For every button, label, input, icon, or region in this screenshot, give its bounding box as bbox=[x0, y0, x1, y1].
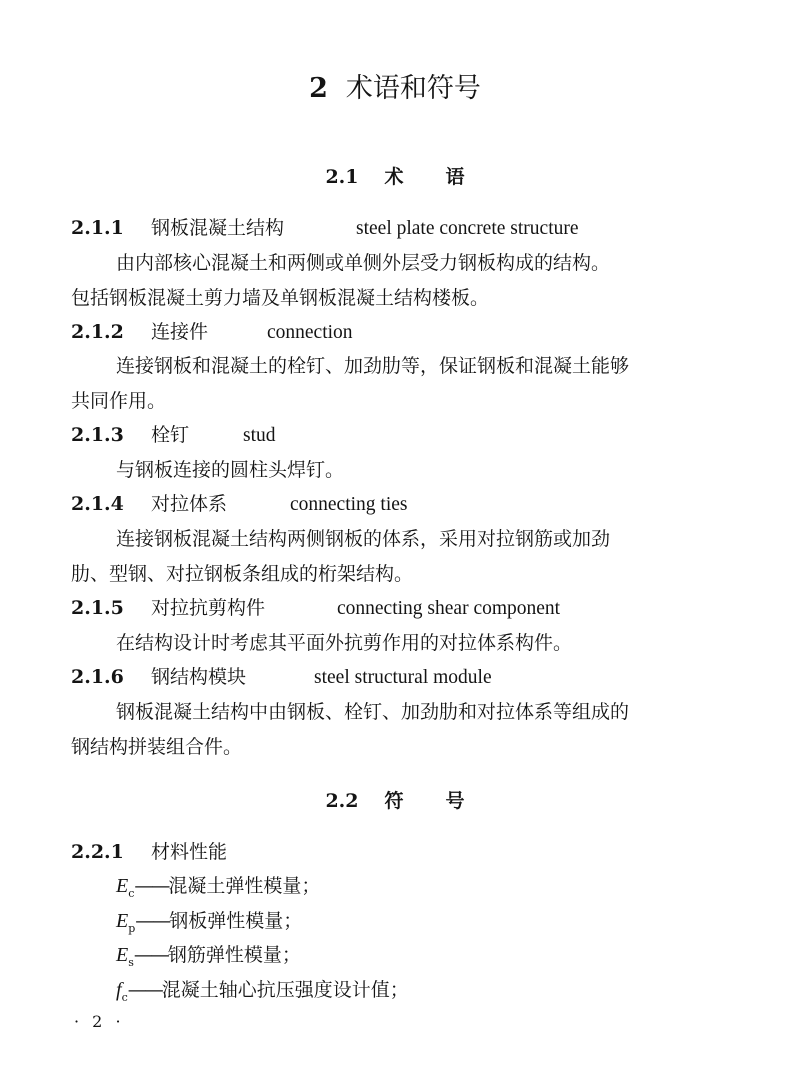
section-heading-terms bbox=[0, 162, 790, 189]
term-definition: 钢板混凝土结构中由钢板、栓钉、加劲肋和对拉体系等组成的 bbox=[116, 701, 630, 723]
symbol-subscript: c bbox=[128, 886, 135, 900]
symbol-variable: E bbox=[116, 910, 129, 932]
term-number: 2.1.2 bbox=[71, 321, 124, 343]
term-name-en: connecting ties bbox=[290, 494, 408, 515]
term-heading bbox=[71, 489, 408, 516]
term-name-zh: 钢板混凝土结构 bbox=[151, 217, 285, 239]
section-number: 2.2 bbox=[325, 790, 359, 812]
subsection-title: 材料性能 bbox=[151, 841, 228, 863]
symbol-entry bbox=[116, 975, 409, 1004]
section-number: 2.1 bbox=[325, 166, 359, 188]
term-definition: 连接钢板和混凝土的栓钉、加劲肋等，保证钢板和混凝土能够 bbox=[116, 355, 630, 377]
term-definition: 与钢板连接的圆柱头焊钉。 bbox=[116, 459, 345, 481]
symbol-entry bbox=[116, 871, 320, 900]
term-definition: 共同作用。 bbox=[71, 390, 167, 412]
section-title-char: 术 bbox=[384, 166, 404, 188]
section-title-char: 号 bbox=[445, 790, 465, 812]
term-name-en: connecting shear component bbox=[337, 598, 561, 619]
term-heading bbox=[71, 593, 560, 620]
term-name-zh: 对拉体系 bbox=[151, 493, 228, 515]
term-name-zh: 对拉抗剪构件 bbox=[151, 597, 266, 619]
term-heading bbox=[71, 213, 579, 240]
symbol-dash: —— bbox=[127, 979, 162, 1001]
term-name-en: steel structural module bbox=[314, 667, 492, 688]
symbol-variable: f bbox=[116, 979, 122, 1001]
term-definition: 由内部核心混凝土和两侧或单侧外层受力钢板构成的结构。 bbox=[116, 252, 611, 274]
term-name-zh: 钢结构模块 bbox=[151, 666, 247, 688]
term-name-en: steel plate concrete structure bbox=[356, 218, 579, 239]
term-name-zh: 栓钉 bbox=[151, 424, 190, 446]
section-heading-symbols bbox=[0, 786, 790, 813]
symbol-description: 钢板弹性模量； bbox=[169, 910, 303, 932]
term-number: 2.1.3 bbox=[71, 424, 124, 446]
section-title-char: 符 bbox=[384, 790, 404, 812]
term-number: 2.1.5 bbox=[71, 597, 124, 619]
section-title-char: 语 bbox=[445, 166, 465, 188]
symbol-entry bbox=[116, 906, 302, 935]
symbol-description: 钢筋弹性模量； bbox=[167, 944, 301, 966]
chapter-heading bbox=[0, 66, 790, 105]
symbol-entry bbox=[116, 940, 301, 969]
term-number: 2.1.1 bbox=[71, 217, 124, 239]
symbol-dash: —— bbox=[135, 910, 170, 932]
term-heading bbox=[71, 420, 276, 447]
term-definition: 肋、型钢、对拉钢板条组成的桁架结构。 bbox=[71, 563, 414, 585]
subsection-heading bbox=[71, 837, 227, 864]
chapter-number: 2 bbox=[309, 73, 328, 104]
symbol-description: 混凝土弹性模量； bbox=[168, 875, 321, 897]
term-heading bbox=[71, 317, 353, 344]
symbol-variable: E bbox=[116, 875, 129, 897]
term-definition: 钢结构拼装组合件。 bbox=[71, 736, 243, 758]
symbol-dash: —— bbox=[134, 875, 169, 897]
chapter-title: 术语和符号 bbox=[345, 73, 481, 104]
term-number: 2.1.6 bbox=[71, 666, 124, 688]
term-definition: 连接钢板混凝土结构两侧钢板的体系，采用对拉钢筋或加劲 bbox=[116, 528, 611, 550]
subsection-number: 2.2.1 bbox=[71, 841, 124, 863]
term-name-en: connection bbox=[267, 322, 353, 343]
symbol-subscript: c bbox=[121, 990, 128, 1004]
term-name-en: stud bbox=[243, 425, 276, 446]
symbol-description: 混凝土轴心抗压强度设计值； bbox=[161, 979, 409, 1001]
symbol-dash: —— bbox=[133, 944, 168, 966]
symbol-subscript: s bbox=[128, 955, 134, 969]
term-definition: 包括钢板混凝土剪力墙及单钢板混凝土结构楼板。 bbox=[71, 287, 490, 309]
symbol-variable: E bbox=[116, 944, 129, 966]
symbol-subscript: p bbox=[128, 921, 136, 935]
term-definition: 在结构设计时考虑其平面外抗剪作用的对拉体系构件。 bbox=[116, 632, 573, 654]
page-number: · 2 · bbox=[74, 1012, 125, 1031]
term-number: 2.1.4 bbox=[71, 493, 124, 515]
term-name-zh: 连接件 bbox=[151, 321, 209, 343]
term-heading bbox=[71, 662, 492, 689]
